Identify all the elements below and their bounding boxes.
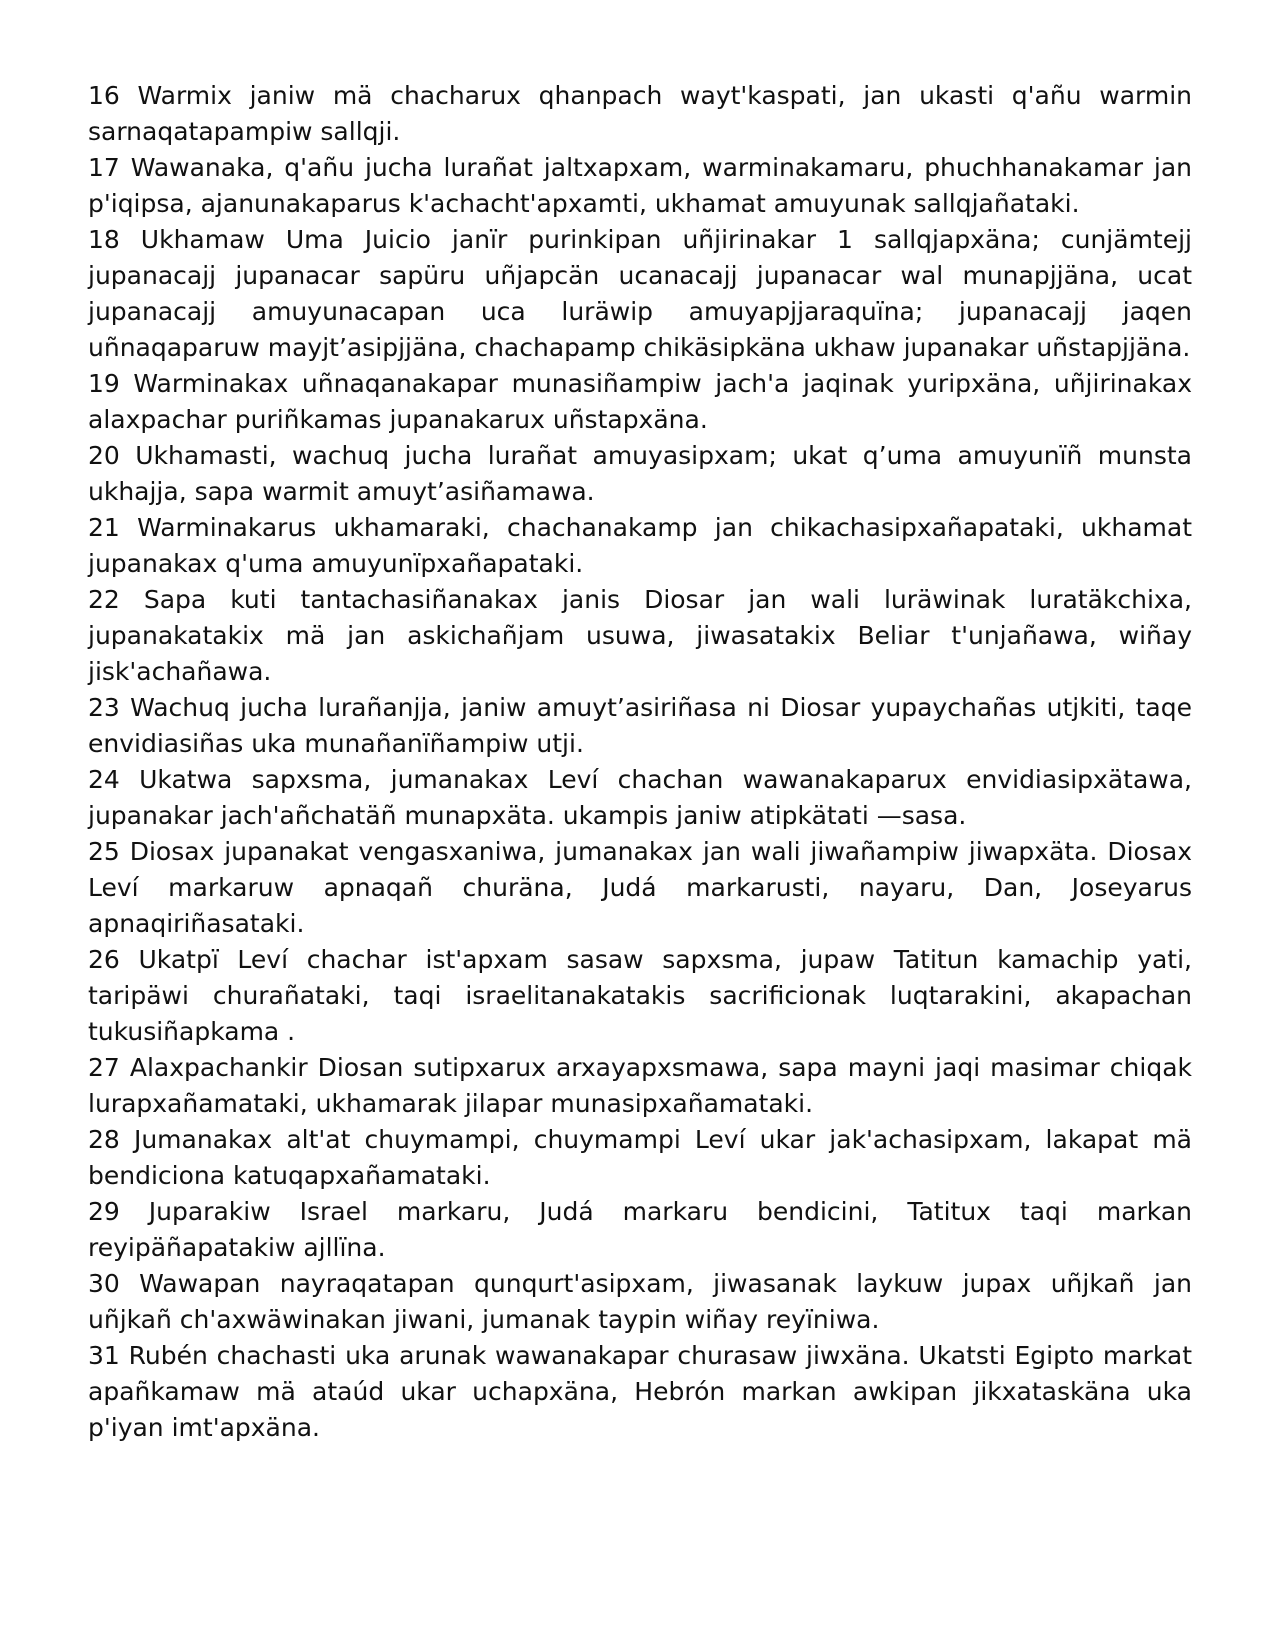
verse-22: 22 Sapa kuti tantachasiñanakax janis Diosar jan wali luräwinak luratäkchixa, jupanakatakix mä jan askichañjam usuwa, jiwasatakix Beliar t'unjañawa, wiñay jisk'achañawa. xyxy=(88,585,1192,686)
verse-18: 18 Ukhamaw Uma Juicio janïr purinkipan uñjirinakar 1 sallqjapxäna; cunjämtejj jupanacajj jupanacar sapüru uñjapcän ucanacajj jupanacar wal munapjjäna, ucat jupanacajj amuyunacapan uca luräwip amuyapjjaraquïna; jupanacajj jaqen uñnaqaparuw mayjt’asipjjäna, chachapamp chikäsipkäna ukhaw jupanakar uñstapjjäna. xyxy=(88,225,1192,362)
verse-19: 19 Warminakax uñnaqanakapar munasiñampiw jach'a jaqinak yuripxäna, uñjirinakax alaxpachar puriñkamas jupanakarux uñstapxäna. xyxy=(88,369,1192,434)
verse-27: 27 Alaxpachankir Diosan sutipxarux arxayapxsmawa, sapa mayni jaqi masimar chiqak lurapxañamataki, ukhamarak jilapar munasipxañamataki. xyxy=(88,1053,1192,1118)
verse-23: 23 Wachuq jucha lurañanjja, janiw amuyt’asiriñasa ni Diosar yupaychañas utjkiti, taqe envidiasiñas uka munañanïñampiw utji. xyxy=(88,693,1192,758)
document-page xyxy=(88,78,1192,1446)
verse-17: 17 Wawanaka, q'añu jucha lurañat jaltxapxam, warminakamaru, phuchhanakamar jan p'iqipsa, ajanunakaparus k'achacht'apxamti, ukhamat amuyunak sallqjañataki. xyxy=(88,153,1192,218)
verse-30: 30 Wawapan nayraqatapan qunqurt'asipxam, jiwasanak laykuw jupax uñjkañ jan uñjkañ ch'axwäwinakan jiwani, jumanak taypin wiñay reyïniwa. xyxy=(88,1269,1192,1334)
verse-16: 16 Warmix janiw mä chacharux qhanpach wayt'kaspati, jan ukasti q'añu warmin sarnaqatapampiw sallqji. xyxy=(88,81,1192,146)
verse-20: 20 Ukhamasti, wachuq jucha lurañat amuyasipxam; ukat q’uma amuyunïñ munsta ukhajja, sapa warmit amuyt’asiñamawa. xyxy=(88,441,1192,506)
verse-31: 31 Rubén chachasti uka arunak wawanakapar churasaw jiwxäna. Ukatsti Egipto markat apañkamaw mä ataúd ukar uchapxäna, Hebrón markan awkipan jikxataskäna uka p'iyan imt'apxäna. xyxy=(88,1341,1192,1442)
verse-24: 24 Ukatwa sapxsma, jumanakax Leví chachan wawanakaparux envidiasipxätawa, jupanakar jach'añchatäñ munapxäta. ukampis janiw atipkätati —sasa. xyxy=(88,765,1192,830)
verse-26: 26 Ukatpï Leví chachar ist'apxam sasaw sapxsma, jupaw Tatitun kamachip yati, taripäwi churañataki, taqi israelitanakatakis sacrificionak luqtarakini, akapachan tukusiñapkama . xyxy=(88,945,1192,1046)
verse-25: 25 Diosax jupanakat vengasxaniwa, jumanakax jan wali jiwañampiw jiwapxäta. Diosax Leví markaruw apnaqañ churäna, Judá markarusti, nayaru, Dan, Joseyarus apnaqiriñasataki. xyxy=(88,837,1192,938)
verse-21: 21 Warminakarus ukhamaraki, chachanakamp jan chikachasipxañapataki, ukhamat jupanakax q'uma amuyunïpxañapataki. xyxy=(88,513,1192,578)
verse-28: 28 Jumanakax alt'at chuymampi, chuymampi Leví ukar jak'achasipxam, lakapat mä bendiciona katuqapxañamataki. xyxy=(88,1125,1192,1190)
verse-29: 29 Juparakiw Israel markaru, Judá markaru bendicini, Tatitux taqi markan reyipäñapatakiw ajllïna. xyxy=(88,1197,1192,1262)
